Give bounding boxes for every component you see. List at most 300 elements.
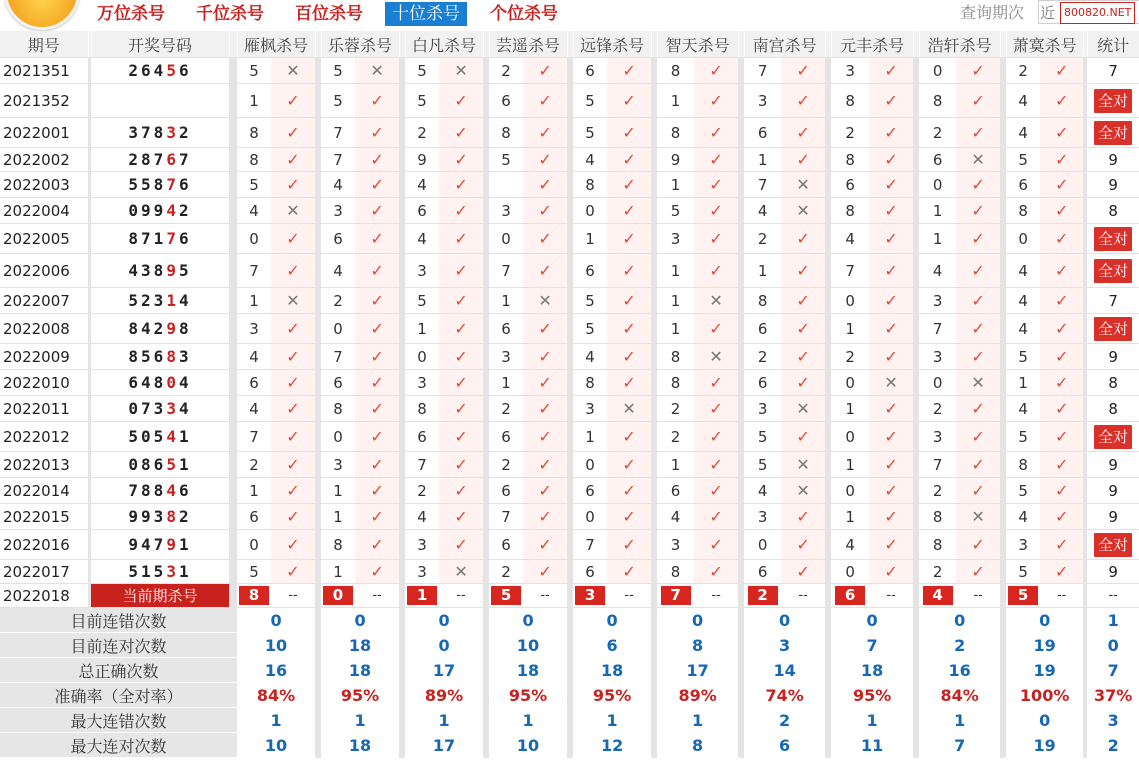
kill-number: 5 — [1006, 148, 1040, 172]
table-row — [0, 254, 1139, 288]
pending-result: -- — [523, 584, 567, 608]
kill-number: 2 — [657, 396, 694, 422]
kill-result — [523, 560, 567, 584]
draw-digit: 8 — [178, 319, 192, 338]
query-period-select[interactable] — [1038, 0, 1139, 24]
current-pick-cell — [489, 584, 523, 608]
draw-digit: 9 — [153, 201, 167, 220]
kill-result — [956, 58, 1000, 84]
kill-result — [607, 254, 651, 288]
summary-value: 17 — [405, 733, 483, 758]
kill-result — [956, 396, 1000, 422]
check-icon: ✓ — [454, 291, 468, 310]
table-row — [0, 530, 1139, 560]
check-icon: ✓ — [1054, 175, 1069, 194]
kill-number: 1 — [831, 314, 869, 344]
kill-number: 2 — [831, 118, 869, 148]
draw-digit: 6 — [178, 229, 192, 248]
check-icon: ✓ — [286, 261, 300, 280]
draw-digit: 7 — [178, 150, 192, 169]
table-row — [0, 344, 1139, 370]
draw-digit: 9 — [141, 507, 154, 526]
kill-result — [694, 288, 738, 314]
kill-result — [956, 422, 1000, 452]
check-icon: ✓ — [884, 481, 898, 500]
kill-result — [355, 224, 399, 254]
check-icon: ✓ — [709, 123, 723, 142]
kill-number: 5 — [573, 118, 607, 148]
row-period: 2022008 — [0, 314, 88, 344]
kill-result — [439, 148, 483, 172]
tab-qian-kill[interactable]: 千位杀号 — [196, 4, 264, 24]
kill-result — [271, 148, 315, 172]
kill-number: 5 — [405, 84, 439, 118]
check-icon: ✓ — [370, 347, 384, 366]
row-period: 2022011 — [0, 396, 88, 422]
row-period: 2022012 — [0, 422, 88, 452]
check-icon: ✓ — [454, 201, 468, 220]
kill-result — [781, 370, 825, 396]
tab-bai-kill[interactable]: 百位杀号 — [295, 4, 363, 24]
row-period: 2022003 — [0, 172, 88, 198]
current-pick-cell — [744, 584, 781, 608]
draw-digit: 5 — [128, 562, 142, 581]
check-icon: ✓ — [454, 123, 468, 142]
draw-digit: 7 — [128, 481, 142, 500]
check-icon: ✓ — [1054, 319, 1069, 338]
check-icon: ✓ — [1054, 261, 1069, 280]
summary-label: 总正确次数 — [0, 658, 237, 683]
draw-digit: 8 — [141, 455, 154, 474]
kill-number: 1 — [237, 84, 271, 118]
summary-value: 10 — [489, 633, 567, 658]
check-icon: ✓ — [538, 150, 552, 169]
draw-digit: 5 — [141, 175, 154, 194]
kill-number: 4 — [831, 530, 869, 560]
check-icon: ✓ — [538, 347, 552, 366]
kill-number: 3 — [744, 396, 781, 422]
check-icon: ✓ — [286, 373, 300, 392]
kill-number: 6 — [489, 530, 523, 560]
current-kill-label: 当前期杀号 — [91, 584, 229, 608]
draw-digit: 2 — [141, 291, 154, 310]
check-icon: ✓ — [370, 399, 384, 418]
kill-result — [781, 314, 825, 344]
cross-icon: ✕ — [370, 61, 384, 80]
header-expert: 白凡杀号 — [405, 31, 483, 58]
kill-result — [607, 422, 651, 452]
kill-result — [869, 314, 913, 344]
kill-number: 5 — [405, 58, 439, 84]
cross-icon: ✕ — [796, 399, 810, 418]
check-icon: ✓ — [454, 535, 468, 554]
kill-number: 3 — [489, 344, 523, 370]
kill-number: 6 — [573, 478, 607, 504]
check-icon: ✓ — [709, 150, 723, 169]
check-icon: ✓ — [538, 91, 552, 110]
kill-number: 7 — [831, 254, 869, 288]
kill-result — [523, 58, 567, 84]
draw-digit-tens: 1 — [166, 291, 179, 310]
row-draw-number — [91, 118, 229, 148]
check-icon: ✓ — [286, 150, 300, 169]
draw-digit: 8 — [153, 175, 167, 194]
row-period: 2022006 — [0, 254, 88, 288]
check-icon: ✓ — [370, 507, 384, 526]
kill-number: 4 — [1006, 254, 1040, 288]
check-icon: ✓ — [454, 373, 468, 392]
summary-row — [0, 608, 1139, 633]
kill-number: 1 — [489, 288, 523, 314]
kill-number: 6 — [744, 314, 781, 344]
kill-result — [956, 224, 1000, 254]
kill-number: 7 — [744, 58, 781, 84]
kill-number: 0 — [489, 224, 523, 254]
kill-result — [694, 560, 738, 584]
summary-label: 最大连对次数 — [0, 733, 237, 758]
check-icon: ✓ — [709, 535, 723, 554]
draw-digit: 4 — [153, 61, 167, 80]
draw-digit: 1 — [141, 562, 154, 581]
check-icon: ✓ — [971, 61, 985, 80]
check-icon: ✓ — [1054, 427, 1069, 446]
kill-result — [1040, 396, 1083, 422]
check-icon: ✓ — [971, 535, 985, 554]
pending-result: -- — [271, 584, 315, 608]
kill-number: 0 — [831, 560, 869, 584]
kill-number: 1 — [1006, 370, 1040, 396]
summary-value: 18 — [321, 658, 399, 683]
kill-number: 5 — [657, 198, 694, 224]
site-watermark: 800820.NET — [1060, 2, 1135, 24]
kill-number: 1 — [405, 314, 439, 344]
check-icon: ✓ — [622, 373, 636, 392]
kill-number: 7 — [237, 254, 271, 288]
tab-shi-kill[interactable]: 十位杀号 — [385, 2, 467, 26]
draw-digit: 1 — [153, 229, 167, 248]
kill-number: 0 — [744, 530, 781, 560]
kill-number: 6 — [744, 118, 781, 148]
table-header-row — [0, 31, 1139, 58]
kill-result — [523, 172, 567, 198]
table-row — [0, 224, 1139, 254]
row-period: 2022018 — [0, 584, 88, 608]
row-draw-number — [91, 314, 229, 344]
row-stat — [1087, 530, 1139, 560]
summary-label: 准确率（全对率） — [0, 683, 237, 708]
summary-value: 95% — [489, 683, 567, 708]
kill-number: 5 — [237, 58, 271, 84]
draw-digit: 6 — [178, 61, 192, 80]
check-icon: ✓ — [971, 562, 985, 581]
check-icon: ✓ — [622, 175, 636, 194]
kill-result — [781, 224, 825, 254]
kill-number: 5 — [744, 452, 781, 478]
check-icon: ✓ — [622, 455, 636, 474]
kill-result — [781, 422, 825, 452]
draw-digit-tens: 4 — [166, 427, 179, 446]
kill-number: 3 — [489, 198, 523, 224]
kill-result — [439, 254, 483, 288]
kill-number: 3 — [321, 198, 355, 224]
kill-number: 7 — [489, 504, 523, 530]
kill-number-table — [0, 31, 1139, 758]
kill-result — [607, 58, 651, 84]
check-icon: ✓ — [1054, 61, 1069, 80]
summary-row — [0, 708, 1139, 733]
kill-result — [271, 396, 315, 422]
draw-digit-tens: 4 — [166, 481, 179, 500]
kill-number: 4 — [1006, 504, 1040, 530]
row-draw-number — [91, 530, 229, 560]
check-icon: ✓ — [622, 481, 636, 500]
check-icon: ✓ — [796, 562, 810, 581]
check-icon: ✓ — [538, 562, 552, 581]
kill-result — [271, 530, 315, 560]
kill-number: 5 — [321, 84, 355, 118]
kill-result — [271, 172, 315, 198]
kill-result — [523, 530, 567, 560]
row-stat: 9 — [1087, 478, 1139, 504]
draw-digit-tens: 0 — [166, 373, 179, 392]
draw-digit: 2 — [153, 319, 167, 338]
draw-digit: 8 — [128, 229, 142, 248]
kill-number: 1 — [657, 254, 694, 288]
kill-number: 4 — [573, 148, 607, 172]
kill-number: 4 — [1006, 84, 1040, 118]
kill-number: 3 — [237, 314, 271, 344]
kill-number: 1 — [657, 172, 694, 198]
check-icon: ✓ — [538, 507, 552, 526]
kill-number: 1 — [744, 148, 781, 172]
kill-number: 2 — [657, 422, 694, 452]
summary-value: 3 — [744, 633, 825, 658]
kill-number: 4 — [237, 344, 271, 370]
kill-result — [1040, 478, 1083, 504]
check-icon: ✓ — [884, 61, 898, 80]
summary-value: 0 — [744, 608, 825, 633]
summary-value: 95% — [573, 683, 651, 708]
kill-result — [694, 478, 738, 504]
kill-result — [607, 452, 651, 478]
top-bar — [0, 0, 1139, 30]
current-pick-cell — [919, 584, 956, 608]
kill-result — [869, 452, 913, 478]
column-gap — [229, 172, 237, 198]
summary-value: 1 — [321, 708, 399, 733]
summary-value: 0 — [919, 608, 1000, 633]
row-draw-number — [91, 288, 229, 314]
draw-digit: 2 — [178, 123, 192, 142]
draw-digit: 3 — [153, 507, 167, 526]
draw-digit: 1 — [178, 562, 192, 581]
column-gap — [229, 504, 237, 530]
table-row — [0, 422, 1139, 452]
kill-result — [439, 314, 483, 344]
kill-result — [956, 530, 1000, 560]
draw-digit-tens: 5 — [166, 61, 179, 80]
table-row — [0, 172, 1139, 198]
draw-digit: 0 — [128, 399, 142, 418]
kill-result — [781, 172, 825, 198]
row-stat: 8 — [1087, 396, 1139, 422]
row-draw-number — [91, 478, 229, 504]
check-icon: ✓ — [709, 261, 723, 280]
kill-result — [523, 198, 567, 224]
row-stat: 7 — [1087, 58, 1139, 84]
kill-result — [869, 118, 913, 148]
check-icon: ✓ — [796, 347, 810, 366]
kill-number: 8 — [237, 148, 271, 172]
draw-digit: 6 — [178, 175, 192, 194]
check-icon: ✓ — [286, 562, 300, 581]
check-icon: ✓ — [971, 91, 985, 110]
summary-value: 2 — [744, 708, 825, 733]
kill-result — [694, 224, 738, 254]
draw-digit: 9 — [128, 507, 142, 526]
kill-result — [439, 452, 483, 478]
summary-value: 2 — [919, 633, 1000, 658]
kill-number: 7 — [237, 422, 271, 452]
draw-digit: 4 — [178, 399, 192, 418]
check-icon: ✓ — [370, 229, 384, 248]
kill-number: 5 — [1006, 344, 1040, 370]
kill-number: 3 — [744, 504, 781, 530]
kill-result — [1040, 370, 1083, 396]
kill-number: 2 — [919, 478, 956, 504]
check-icon: ✓ — [622, 319, 636, 338]
column-gap — [229, 422, 237, 452]
table-row — [0, 118, 1139, 148]
kill-number: 3 — [321, 452, 355, 478]
kill-result — [271, 224, 315, 254]
check-icon: ✓ — [796, 535, 810, 554]
column-gap — [229, 478, 237, 504]
kill-number: 8 — [573, 370, 607, 396]
kill-number: 2 — [744, 344, 781, 370]
check-icon: ✓ — [971, 123, 985, 142]
kill-result — [271, 58, 315, 84]
kill-result — [607, 504, 651, 530]
cross-icon: ✕ — [538, 291, 552, 310]
check-icon: ✓ — [884, 91, 898, 110]
kill-result — [869, 422, 913, 452]
current-pick: 1 — [407, 586, 437, 605]
cross-icon: ✕ — [286, 291, 300, 310]
check-icon: ✓ — [1054, 481, 1069, 500]
tab-wan-kill[interactable]: 万位杀号 — [97, 4, 165, 24]
kill-result — [355, 478, 399, 504]
kill-number: 3 — [405, 530, 439, 560]
check-icon: ✓ — [370, 455, 384, 474]
kill-number — [489, 172, 523, 198]
check-icon: ✓ — [971, 319, 985, 338]
kill-number: 6 — [321, 370, 355, 396]
kill-number: 4 — [919, 254, 956, 288]
tab-ge-kill[interactable]: 个位杀号 — [490, 4, 558, 24]
kill-result — [956, 288, 1000, 314]
kill-number: 8 — [919, 530, 956, 560]
kill-number: 5 — [489, 148, 523, 172]
kill-result — [1040, 452, 1083, 478]
kill-number: 5 — [573, 288, 607, 314]
kill-result — [439, 530, 483, 560]
kill-result — [439, 560, 483, 584]
kill-result — [355, 396, 399, 422]
check-icon: ✓ — [971, 175, 985, 194]
check-icon: ✓ — [622, 535, 636, 554]
summary-value: 11 — [831, 733, 913, 758]
check-icon: ✓ — [971, 291, 985, 310]
kill-result — [607, 560, 651, 584]
check-icon: ✓ — [538, 455, 552, 474]
summary-value: 8 — [657, 733, 738, 758]
kill-number: 0 — [831, 478, 869, 504]
all-correct-badge: 全对 — [1094, 121, 1132, 145]
check-icon: ✓ — [538, 399, 552, 418]
kill-result — [956, 118, 1000, 148]
summary-value: 2 — [1087, 733, 1139, 758]
check-icon: ✓ — [709, 61, 723, 80]
check-icon: ✓ — [971, 481, 985, 500]
row-stat: 9 — [1087, 452, 1139, 478]
table-row — [0, 396, 1139, 422]
check-icon: ✓ — [796, 91, 810, 110]
kill-result — [439, 422, 483, 452]
check-icon: ✓ — [1054, 399, 1069, 418]
summary-value: 12 — [573, 733, 651, 758]
check-icon: ✓ — [884, 123, 898, 142]
header-expert: 萧寞杀号 — [1006, 31, 1083, 58]
kill-number: 8 — [657, 118, 694, 148]
current-pick-cell — [831, 584, 869, 608]
kill-number: 4 — [744, 198, 781, 224]
kill-result — [1040, 344, 1083, 370]
check-icon: ✓ — [370, 150, 384, 169]
cross-icon: ✕ — [622, 399, 636, 418]
summary-value: 89% — [657, 683, 738, 708]
summary-value: 19 — [1006, 633, 1083, 658]
kill-result — [956, 172, 1000, 198]
kill-result — [869, 370, 913, 396]
check-icon: ✓ — [1054, 201, 1069, 220]
check-icon: ✓ — [796, 61, 810, 80]
draw-digit: 0 — [128, 455, 142, 474]
kill-number: 2 — [489, 58, 523, 84]
kill-result — [355, 504, 399, 530]
current-pick: 7 — [661, 586, 691, 605]
kill-result — [956, 560, 1000, 584]
check-icon: ✓ — [1054, 373, 1069, 392]
kill-result — [1040, 504, 1083, 530]
check-icon: ✓ — [1054, 507, 1069, 526]
current-pick: 5 — [491, 586, 521, 605]
check-icon: ✓ — [622, 261, 636, 280]
check-icon: ✓ — [454, 175, 468, 194]
kill-number: 8 — [489, 118, 523, 148]
kill-result — [694, 58, 738, 84]
summary-value: 10 — [489, 733, 567, 758]
check-icon: ✓ — [454, 319, 468, 338]
check-icon: ✓ — [622, 562, 636, 581]
kill-result — [956, 478, 1000, 504]
summary-value: 19 — [1006, 733, 1083, 758]
check-icon: ✓ — [370, 91, 384, 110]
kill-result — [1040, 530, 1083, 560]
draw-digit: 7 — [153, 535, 167, 554]
row-period: 2022016 — [0, 530, 88, 560]
kill-result — [694, 84, 738, 118]
